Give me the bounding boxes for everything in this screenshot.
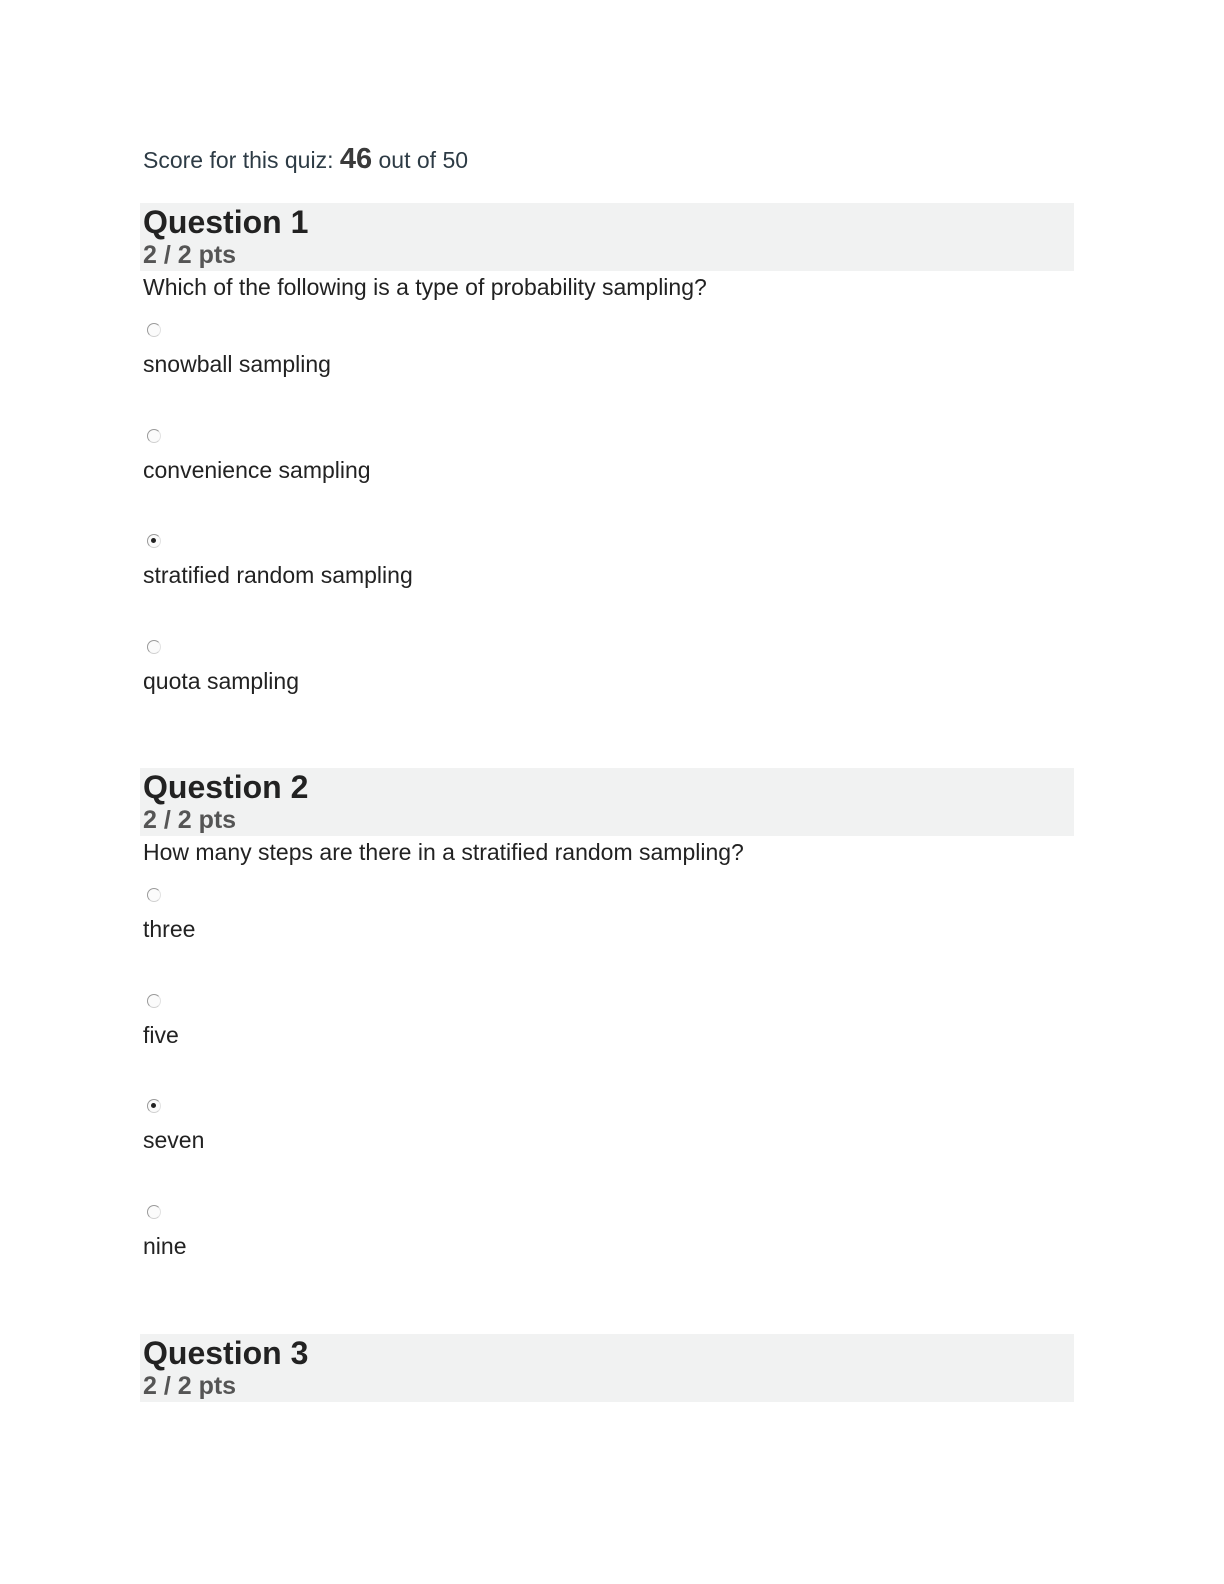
radio-button[interactable] [147, 640, 161, 654]
answer-option[interactable] [140, 429, 740, 509]
radio-button[interactable] [147, 429, 161, 443]
answer-label: seven [143, 1127, 205, 1153]
question-text: Which of the following is a type of probability sampling? [143, 274, 707, 300]
score-value: 46 [339, 143, 373, 175]
radio-button-selected[interactable] [147, 534, 161, 548]
answer-label: five [143, 1022, 179, 1048]
answer-option[interactable] [140, 888, 740, 968]
answer-label: quota sampling [143, 668, 299, 694]
question-header [140, 768, 1074, 836]
answer-option[interactable] [140, 640, 740, 720]
question-points: 2 / 2 pts [143, 241, 237, 269]
answer-option[interactable] [140, 994, 740, 1074]
answer-label: convenience sampling [143, 457, 371, 483]
score-prefix: Score for this quiz: [143, 147, 334, 173]
radio-button[interactable] [147, 323, 161, 337]
answer-label: nine [143, 1233, 187, 1259]
question-3 [140, 1334, 1074, 1402]
question-2 [140, 768, 1074, 1259]
question-1 [140, 203, 1074, 694]
answer-label: snowball sampling [143, 351, 331, 377]
answer-option[interactable] [140, 1099, 740, 1179]
question-title: Question 3 [143, 1335, 309, 1371]
answer-label: three [143, 916, 196, 942]
answer-option[interactable] [140, 534, 740, 614]
score-suffix: out of 50 [378, 147, 469, 173]
question-points: 2 / 2 pts [143, 1372, 237, 1400]
quiz-score [143, 143, 468, 176]
question-header [140, 203, 1074, 271]
radio-button-selected[interactable] [147, 1099, 161, 1113]
radio-button[interactable] [147, 888, 161, 902]
radio-button[interactable] [147, 1205, 161, 1219]
question-header [140, 1334, 1074, 1402]
radio-button[interactable] [147, 994, 161, 1008]
question-title: Question 1 [143, 204, 309, 240]
question-text: How many steps are there in a stratified random sampling? [143, 839, 744, 865]
question-points: 2 / 2 pts [143, 806, 237, 834]
answer-label: stratified random sampling [143, 562, 413, 588]
answer-option[interactable] [140, 323, 740, 403]
answer-option[interactable] [140, 1205, 740, 1285]
question-title: Question 2 [143, 769, 309, 805]
